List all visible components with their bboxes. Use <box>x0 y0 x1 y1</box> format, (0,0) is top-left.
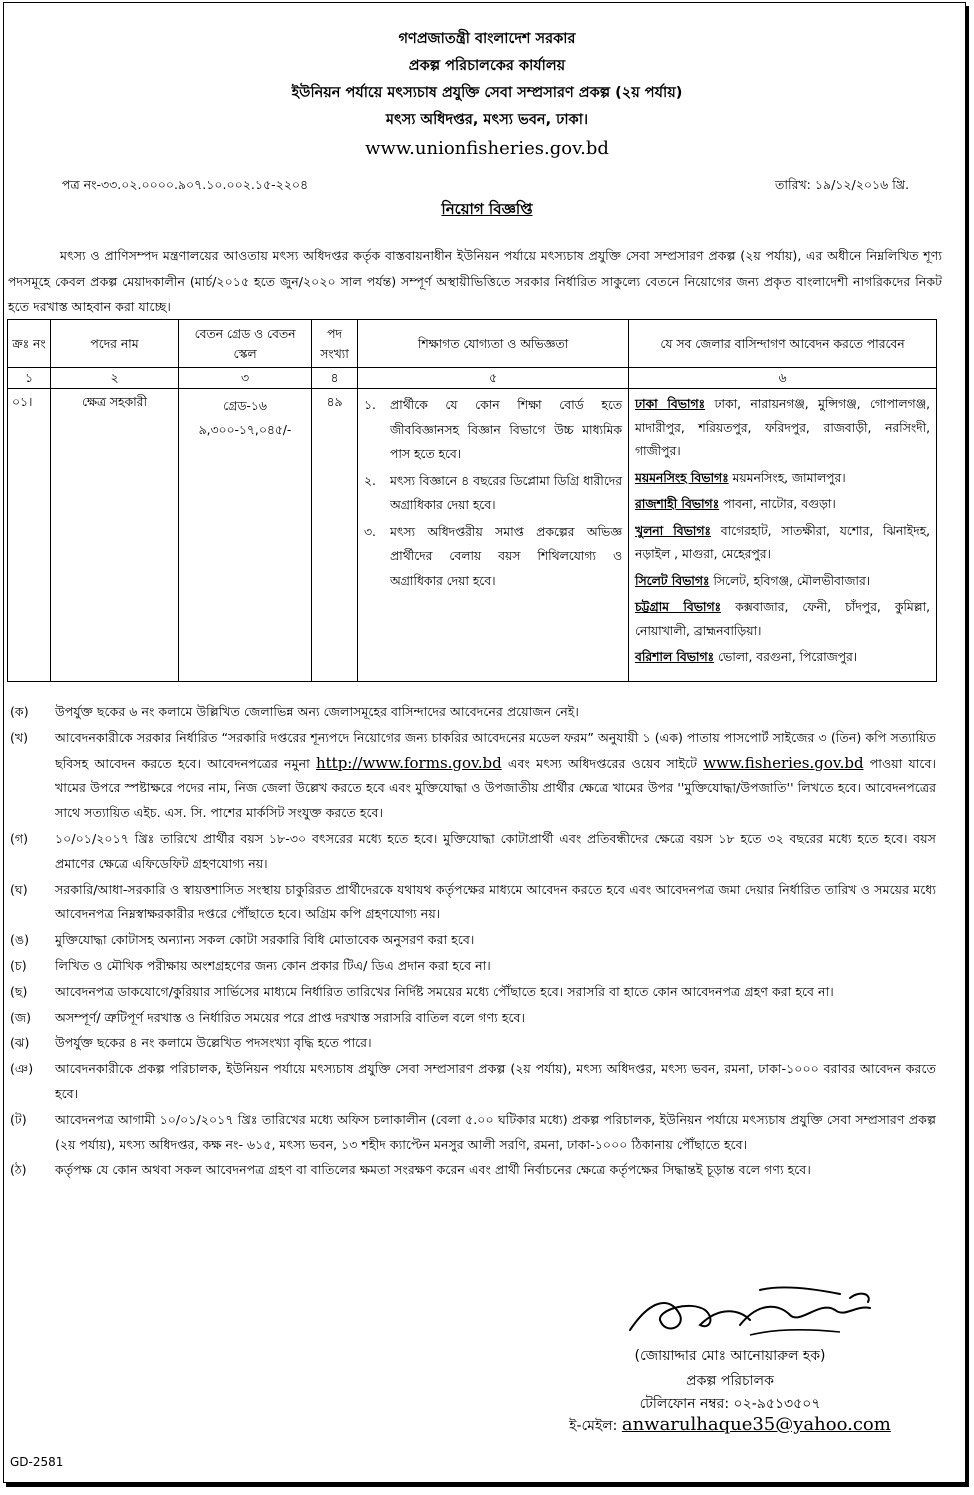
division-barishal: বরিশাল বিভাগঃ ভোলা, বরগুনা, পিরোজপুর। <box>635 650 858 664</box>
division-dhaka: ঢাকা বিভাগঃ ঢাকা, নারায়নগঞ্জ, মুন্সিগঞ্জ, গোপালগঞ্জ, মাদারীপুর, শরিয়তপুর, ফরিদপুর, রাজবাড়ী, নরসিংদী, গাজীপুর। <box>635 397 930 458</box>
forms-link[interactable]: http://www.forms.gov.bd <box>315 753 502 772</box>
row-grade-cell <box>179 389 312 682</box>
memo-number: পত্র নং-৩৩.০২.০০০০.৯০৭.১০.০০২.১৫-২২০৪ <box>62 177 309 192</box>
note-ga: (গ) ১০/০১/২০১৭ খ্রিঃ তারিখে প্রার্থীর বয়স ১৮-৩০ বৎসরের মধ্যে হতে হবে। মুক্তিযোদ্ধা কোটাপ্রার্থী এবং প্রতিবন্ধীদের ক্ষেত্রে বয়স ১৮ হতে ৩২ বছরের মধ্যে হতে হবে। বয়স প্রমাণের ক্ষেত্রে এফিডেফিট গ্রহণযোগ্য নয়। <box>10 830 936 871</box>
memo-date: তারিখ: ১৯/১২/২০১৬ খ্রি. <box>775 177 910 192</box>
note-kha: (খ) আবেদনকারীকে সরকার নির্ধারিত “সরকারি দপ্তরের শূন্যপদে নিয়োগের জন্য চাকরির আবেদনের মডেল ফরম” অনুযায়ী ১ (এক) পাতায় পাসপোর্ট সাইজের ৩ (তিন) কপি সত্যায়িত ছবিসহ আবেদন করতে হবে। আবেদনপত্রের নমুনা http://www.forms.gov.bd এবং মৎস্য অধিদপ্তরের ওয়েব সাইটে www.fisheries.gov.bd পাওয়া যাবে। খামের উপরে স্পষ্টাক্ষরে পদের নাম, নিজ জেলা উল্লেখ করতে হবে এবং মুক্তিযোদ্ধা ও উপজাতীয় প্রার্থীর ক্ষেত্রে খামের উপর ''মুক্তিযোদ্ধা/উপজাতি'' লিখতে হবে। আবেদনপত্রের সাথে সত্যায়িত এইচ. এস. সি. পাশের মার্কসিট সংযুক্ত করতে হবে। <box>10 729 936 821</box>
gd-code: GD-2581 <box>10 1455 64 1469</box>
col-number: ১ <box>8 368 51 389</box>
office-name: প্রকল্প পরিচালকের কার্যালয় <box>408 58 566 74</box>
list-item: ১. প্রার্থীকে যে কোন শিক্ষা বোর্ড হতে জীববিজ্ঞানসহ বিজ্ঞান বিভাগে উচ্চ মাধ্যমিক পাস হতে হবে। <box>364 398 622 461</box>
signatory-phone: টেলিফোন নম্বর: ০২-৯৫১৩৫০৭ <box>639 1396 821 1412</box>
list-item: ৩. মৎস্য অধিদপ্তরীয় সমাপ্ত প্রকল্পের অভিজ্ঞ প্রার্থীদের বেলায় বয়স শিথিলযোগ্য ও অগ্রাধিকার দেয়া হবে। <box>364 524 622 588</box>
col-grade-header: বেতন গ্রেড ও বেতন স্কেল <box>179 320 312 368</box>
row-serial: ০১। <box>8 389 51 682</box>
division-chattogram: চট্টগ্রাম বিভাগঃ কক্সবাজার, ফেনী, চাঁদপুর, কুমিল্লা, নোয়াখালী, ব্রাহ্মনবাড়িয়া। <box>635 600 930 638</box>
signatory-designation: প্রকল্প পরিচালক <box>686 1373 774 1389</box>
division-mymensingh: ময়মনসিংহ বিভাগঃ ময়মনসিংহ, জামালপুর। <box>635 470 846 485</box>
col-serial-header: ক্রঃ নং <box>8 320 51 368</box>
website-text: www.unionfisheries.gov.bd <box>365 138 609 159</box>
project-name: ইউনিয়ন পর্যায়ে মৎস্যচাষ প্রযুক্তি সেবা সম্প্রসারণ প্রকল্প (২য় পর্যায়) <box>291 85 683 101</box>
note-ka: (ক) উপর্যুক্ত ছকের ৬ নং কলামে উল্লিখিত জেলাভিন্ন অন্য জেলাসমূহের বাসিন্দাদের আবেদনের প্রয়োজন নেই। <box>10 704 579 719</box>
row-qualifications <box>358 389 629 682</box>
notice-title: নিয়োগ বিজ্ঞপ্তি <box>441 200 533 218</box>
column-number-row <box>8 368 937 389</box>
note-ta: (ট) আবেদনপত্র আগামী ১০/০১/২০১৭ খ্রিঃ তারিখের মধ্যে অফিস চলাকালীন (বেলা ৫.০০ ঘটিকার মধ্যে) প্রকল্প পরিচালক, ইউনিয়ন পর্যায়ে মৎস্যচাষ প্রযুক্তি সেবা সম্প্রসারণ প্রকল্প (২য় পর্যায়), মৎস্য অধিদপ্তর, কক্ষ নং- ৬১৫, মৎস্য ভবন, ১৩ শহীদ ক্যাপ্টেন মনসুর আলী সরণি, রমনা, ঢাকা-১০০০ ঠিকানায় পৌঁছাতে হবে। <box>10 1111 936 1152</box>
division-rajshahi: রাজশাহী বিভাগঃ পাবনা, নাটোর, বগুড়া। <box>635 497 836 511</box>
note-tha: (ঠ) কর্তৃপক্ষ যে কোন অথবা সকল আবেদনপত্র গ্রহণ বা বাতিলের ক্ষমতা সংরক্ষণ করেন এবং প্রার্থী নির্বাচনের ক্ষেত্রে কর্তৃপক্ষের সিদ্ধান্তই চূড়ান্ত বলে গণ্য হবে। <box>10 1162 811 1178</box>
note-nio: (ঞ) আবেদনকারীকে প্রকল্প পরিচালক, ইউনিয়ন পর্যায়ে মৎস্যচাষ প্রযুক্তি সেবা সম্প্রসারণ প্রকল্প (২য় পর্যায়), মৎস্য অধিদপ্তর, মৎস্য ভবন, রমনা, ঢাকা-১০০০ বরাবর আবেদন করতে হবে। <box>10 1061 936 1101</box>
signature-image <box>610 1280 910 1350</box>
col-post-header: পদের নাম <box>51 320 179 368</box>
conditions-list <box>10 700 936 1184</box>
govt-name: গণপ্রজাতন্ত্রী বাংলাদেশ সরকার <box>398 31 576 47</box>
division-khulna: খুলনা বিভাগঃ বাগেরহাট, সাতক্ষীরা, যশোর, ঝিনাইদহ, নড়াইল , মাগুরা, মেহেরপুর। <box>635 523 930 561</box>
table-header-row <box>8 320 937 368</box>
col-districts-header: যে সব জেলার বাসিন্দাগণ আবেদন করতে পারবেন <box>629 320 937 368</box>
row-divisions <box>629 389 937 682</box>
email-link[interactable]: anwarulhaque35@yahoo.com <box>621 1414 891 1435</box>
fisheries-link[interactable]: www.fisheries.gov.bd <box>703 753 864 772</box>
note-ja: (জ) অসম্পূর্ণ/ ত্রুটিপূর্ণ দরখাস্ত ও নির্ধারিত সময়ের পরে প্রাপ্ত দরখাস্ত সরাসরি বাতিল বলে গণ্য হবে। <box>10 1009 526 1025</box>
col-qualification-header: শিক্ষাগত যোগ্যতা ও অভিজ্ঞতা <box>358 320 629 368</box>
col-number: ৩ <box>179 368 312 389</box>
division-sylhet: সিলেট বিভাগঃ সিলেট, হবিগঞ্জ, মৌলভীবাজার। <box>635 573 871 588</box>
row-post: ক্ষেত্র সহকারী <box>51 389 179 682</box>
col-number: ৪ <box>312 368 358 389</box>
note-jha: (ঝ) উপর্যুক্ত ছকের ৪ নং কলামে উল্লেখিত পদসংখ্যা বৃদ্ধি হতে পারে। <box>10 1035 372 1051</box>
signatory-name: (জোয়াদ্দার মোঃ আনোয়ারুল হক) <box>634 1348 826 1364</box>
note-uo: (ঙ) মুক্তিযোদ্ধা কোটাসহ অন্যান্য সকল কোটা সরকারি বিধি মোতাবেক অনুসরণ করা হবে। <box>10 932 475 948</box>
col-number: ৫ <box>358 368 629 389</box>
col-number: ২ <box>51 368 179 389</box>
col-count-header: পদ সংখ্যা <box>312 320 358 368</box>
col-number: ৬ <box>629 368 937 389</box>
note-gha: (ঘ) সরকারি/আধা-সরকারি ও স্বায়ত্তশাসিত সংস্থায় চাকুরিরত প্রার্থীদেরকে যথাযথ কর্তৃপক্ষের মাধ্যমে আবেদন করতে হবে এবং আবেদনপত্র জমা দেয়ার নির্ধারিত তারিখ ও সময়ের মধ্যে আবেদনপত্র নিম্নস্বাক্ষরকারীর দপ্তরে পৌঁছাতে হবে। অগ্রিম কপি গ্রহণযোগ্য নয়। <box>10 881 936 922</box>
note-ca: (চ) লিখিত ও মৌখিক পরীক্ষায় অংশগ্রহণের জন্য কোন প্রকার টিএ/ ডিএ প্রদান করা হবে না। <box>10 957 491 973</box>
list-item: ২. মৎস্য বিজ্ঞানে ৪ বছরের ডিপ্লোমা ডিগ্রি ধারীদের অগ্রাধিকার দেয়া হবে। <box>364 473 622 512</box>
row-scale: ৯,৩০০-১৭,০৪৫/- <box>198 423 292 437</box>
row-count: ৪৯ <box>312 389 358 682</box>
signatory-email: ই-মেইল: anwarulhaque35@yahoo.com <box>569 1414 891 1435</box>
letterhead <box>0 26 974 164</box>
vacancy-table <box>7 319 937 682</box>
intro-paragraph: মৎস্য ও প্রাণিসম্পদ মন্ত্রণালয়ের আওতায় মৎস্য অধিদপ্তর কর্তৃক বাস্তবায়নাধীন ইউনিয়ন পর্যায়ে মৎস্যচাষ প্রযুক্তি সেবা সম্প্রসারণ প্রকল্প (২য় পর্যায়), এর অধীনে নিম্নলিখিত শূণ্য পদসমূহে কেবল প্রকল্প মেয়াদকালীন (মার্চ/২০১৫ হতে জুন/২০২০ সাল পর্যন্ত) সম্পূর্ণ অস্থায়ীভিত্তিতে সরকার নির্ধারিত সাকুল্যে বেতনে নিয়োগের জন্য প্রকৃত বাংলাদেশী নাগরিকদের নিকট হতে দরখাস্ত আহবান করা যাচ্ছে। <box>8 248 942 314</box>
note-cha: (ছ) আবেদনপত্র ডাকযোগে/কুরিয়ার সার্ভিসের মাধ্যমে নির্ধারিত তারিখের নির্দিষ্ট সময়ের মধ্যে পৌঁছাতে হবে। সরাসরি বা হাতে কোন আবেদনপত্র গ্রহণ করা হবে না। <box>10 983 834 999</box>
table-row <box>8 389 937 682</box>
office-address: মৎস্য অধিদপ্তর, মৎস্য ভবন, ঢাকা। <box>385 112 589 128</box>
row-grade: গ্রেড-১৬ <box>223 399 267 413</box>
